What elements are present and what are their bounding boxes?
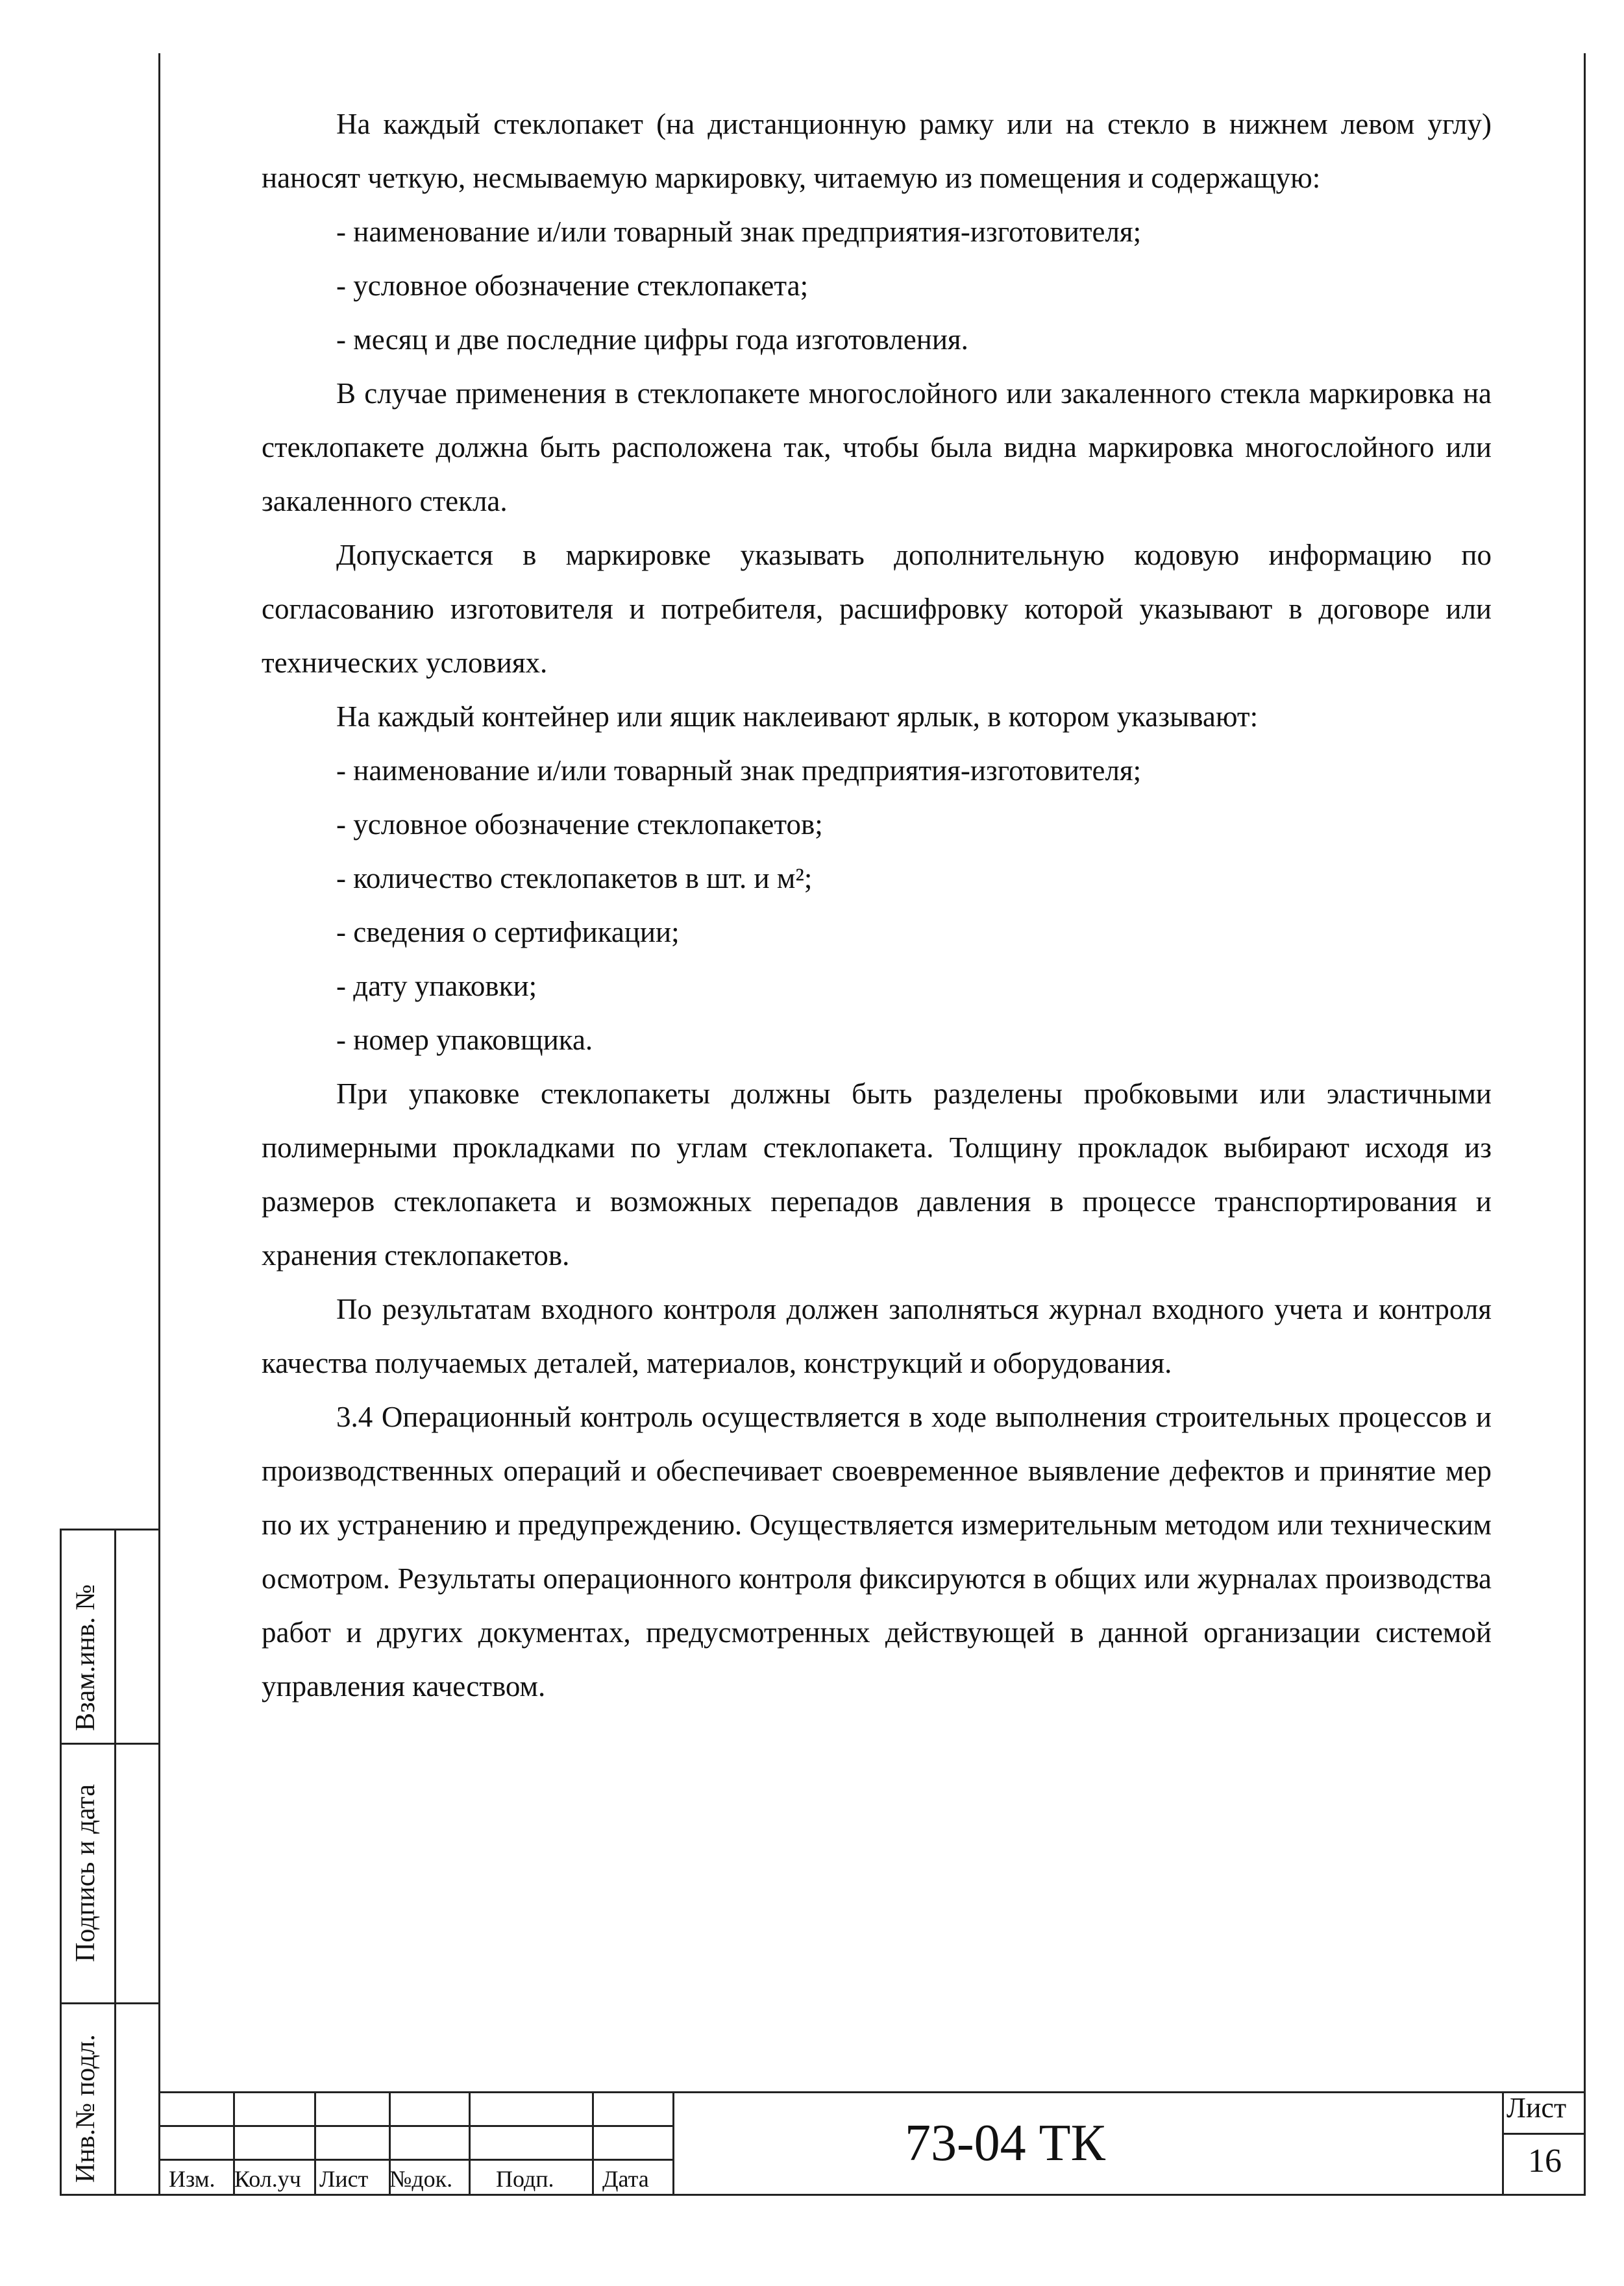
paragraph: На каждый контейнер или ящик наклеивают ярлык, в котором указывают: (336, 700, 1259, 733)
list-item: - дату упаковки; (336, 970, 537, 1002)
sheet-col-line (1502, 2091, 1504, 2194)
col-data-label: Дата (602, 2166, 649, 2192)
paragraph: Допускается в маркировке указывать дополнительную кодовую информацию по согласованию изготовителя и потребителя, расшифровку которой указывают в договоре или технических условиях. (262, 539, 1492, 679)
side-stamp-outer-line (60, 1529, 62, 2194)
paragraph: 3.4 Операционный контроль осуществляется в ходе выполнения строительных процессов и производственных операций и обеспечивает своевременное выявление дефектов и принятие мер по их устранению и предупреждению. Осуществляется измерительным методом или техническим осмотром. Результаты операционного контроля фиксируются в общих или журналах производства работ и других документах, предусмотренных действующей в данной организации системой управления качеством. (262, 1401, 1492, 1702)
title-block-top-line (158, 2091, 1584, 2093)
original-inv-label: Инв.№ подл. (71, 2034, 101, 2183)
sheet-row-line (1502, 2133, 1584, 2135)
side-stamp-top-line (60, 1529, 158, 1530)
paragraph: На каждый стеклопакет (на дистанционную рамку или на стекло в нижнем левом углу) наносят четкую, несмываемую маркировку, читаемую из помещения и содержащую: (262, 108, 1492, 194)
title-block (158, 2091, 1584, 2194)
col-kol-label: Кол.уч (234, 2166, 301, 2192)
list-item: - условное обозначение стеклопакета; (336, 269, 809, 302)
side-stamp (60, 1529, 158, 2194)
frame-left-border (158, 53, 160, 2195)
list-item: - наименование и/или товарный знак предприятия-изготовителя; (336, 754, 1142, 787)
list-item: - сведения о сертификации; (336, 916, 680, 948)
sheet-number: 16 (1528, 2143, 1562, 2180)
paragraph: При упаковке стеклопакеты должны быть разделены пробковыми или эластичными полимерными прокладками по углам стеклопакета. Толщину прокладок выбирают исходя из размеров стеклопакета и возможных перепадов давления в процессе транспортирования и хранения стеклопакетов. (262, 1077, 1492, 1272)
list-item: - количество стеклопакетов в шт. и м²; (336, 862, 813, 894)
list-item: - наименование и/или товарный знак предприятия-изготовителя; (336, 215, 1142, 248)
list-item: - условное обозначение стеклопакетов; (336, 808, 823, 841)
list-item: - номер упаковщика. (336, 1024, 593, 1056)
col-ndok-label: №док. (389, 2166, 453, 2192)
replacement-inv-label: Взам.инв. № (71, 1584, 101, 1731)
col-list-label: Лист (319, 2166, 369, 2192)
grid-col-line (314, 2091, 316, 2194)
grid-col-line (672, 2091, 674, 2194)
frame-right-border (1584, 53, 1586, 2195)
side-stamp-divider (114, 1529, 116, 2194)
signature-date-label: Подпись и дата (71, 1784, 101, 1962)
paragraph: По результатам входного контроля должен заполняться журнал входного учета и контроля качества получаемых деталей, материалов, конструкций и оборудования. (262, 1293, 1492, 1379)
grid-col-line (592, 2091, 594, 2194)
col-izm-label: Изм. (169, 2166, 215, 2192)
grid-col-line (469, 2091, 471, 2194)
sheet-label: Лист (1507, 2092, 1567, 2124)
paragraph: В случае применения в стеклопакете многослойного или закаленного стекла маркировка на стеклопакете должна быть расположена так, чтобы была видна маркировка многослойного или закаленного стекла. (262, 377, 1492, 517)
side-stamp-line-2 (60, 1743, 158, 1745)
grid-row-line (158, 2125, 672, 2127)
frame-bottom-border (60, 2194, 1586, 2196)
grid-row-line (158, 2159, 672, 2161)
list-item: - месяц и две последние цифры года изготовления. (336, 323, 968, 356)
document-body (262, 97, 1492, 1714)
side-stamp-line-3 (60, 2002, 158, 2004)
document-code: 73-04 ТК (905, 2115, 1105, 2172)
col-podp-label: Подп. (496, 2166, 554, 2192)
